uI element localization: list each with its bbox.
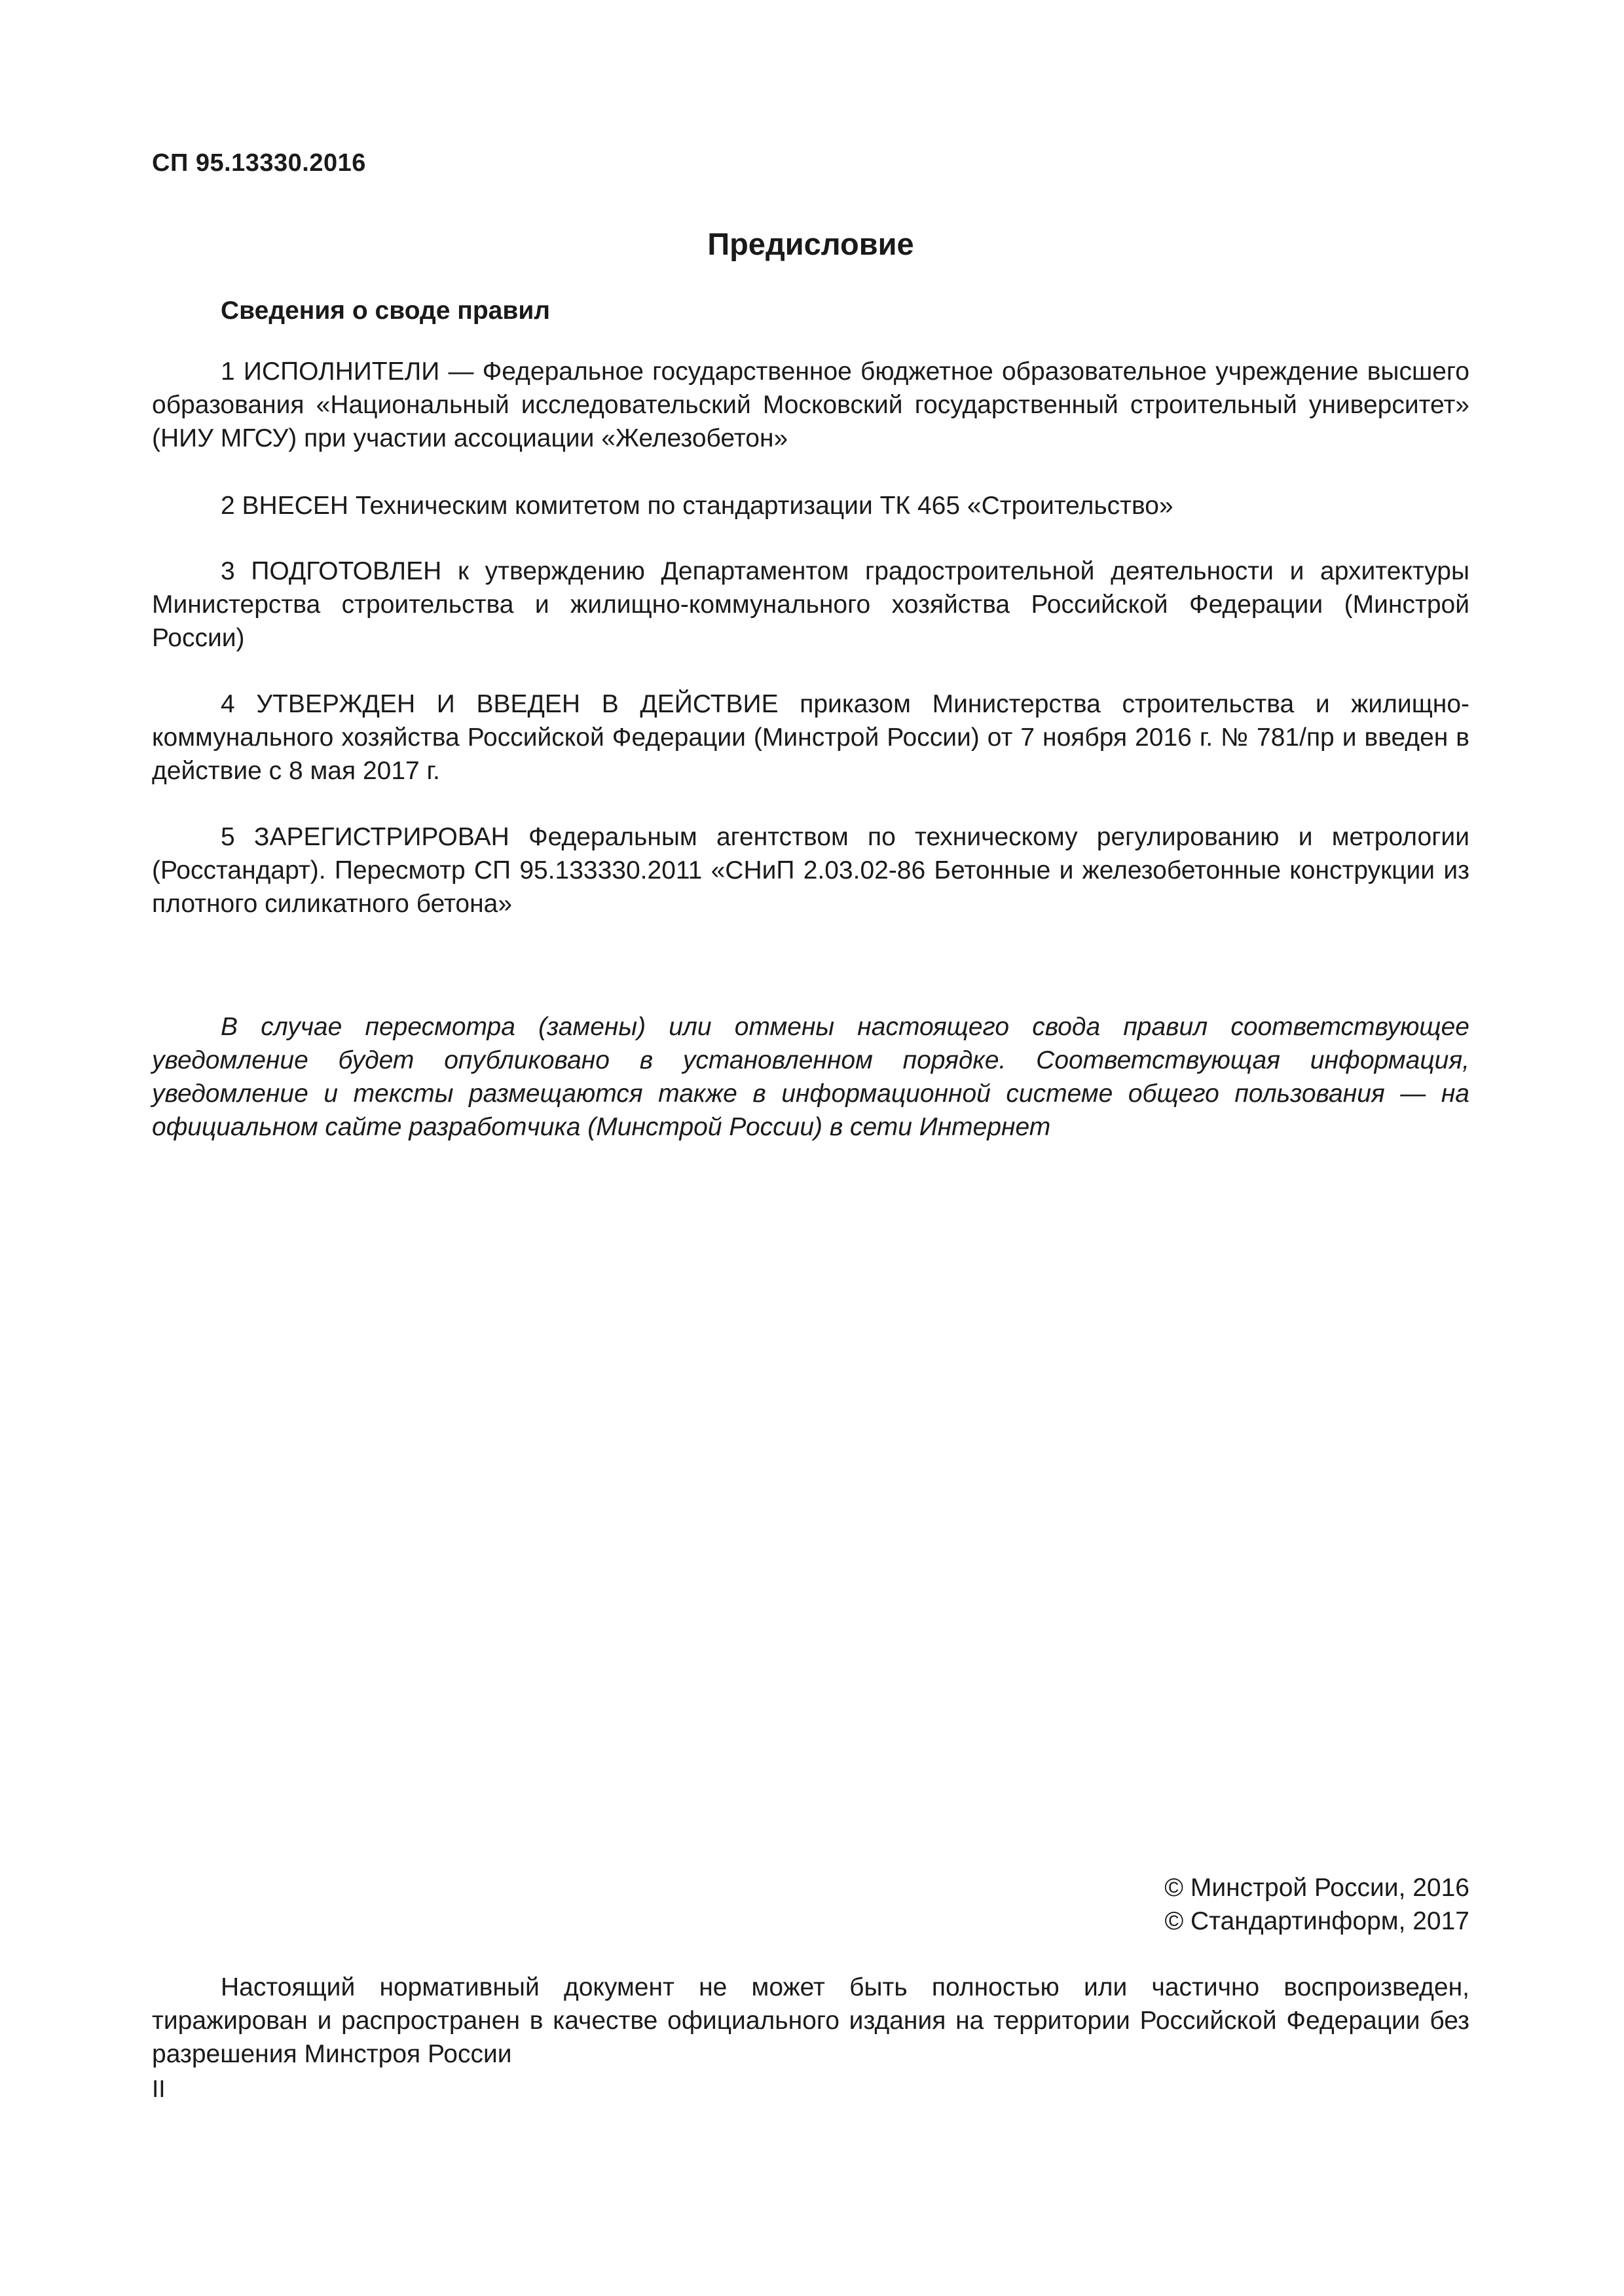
reproduction-disclaimer-text: Настоящий нормативный документ не может быть полностью или частично воспроизведен, тиражирован и распространен в качестве официального издания на территории Российской Федерации без разрешения Минстроя России (152, 1973, 1469, 2068)
copyright-line-2: © Стандартинформ, 2017 (1164, 1907, 1469, 1935)
paragraph-2-block (152, 489, 1469, 522)
revision-notice (152, 1010, 1469, 1144)
paragraph-1-block (152, 355, 1469, 455)
paragraph-introduced: 2 ВНЕСЕН Техническим комитетом по стандартизации ТК 465 «Строительство» (221, 492, 1173, 520)
paragraph-3-block (152, 555, 1469, 655)
page-number: II (152, 2075, 166, 2102)
section-subtitle: Сведения о своде правил (221, 297, 551, 325)
copyright-line-1: © Минстрой России, 2016 (1164, 1874, 1469, 1902)
revision-notice-text: В случае пересмотра (замены) или отмены настоящего свода правил соответствующее уведомление будет опубликовано в установленном порядке. Соответствующая информация, уведомление и тексты размещаются также в информационной системе общего пользования — на официальном сайте разработчика (Минстрой России) в сети Интернет (152, 1013, 1469, 1141)
paragraph-5-block (152, 820, 1469, 920)
page-title: Предисловие (707, 227, 914, 261)
paragraph-registered: 5 ЗАРЕГИСТРИРОВАН Федеральным агентством по техническому регулированию и метрологии (Росстандарт). Пересмотр СП 95.133330.2011 «СНиП 2.03.02-86 Бетонные и железобетонные конструкции из плотного силикатного бетона» (152, 823, 1469, 918)
paragraph-prepared: 3 ПОДГОТОВЛЕН к утверждению Департаментом градостроительной деятельности и архитектуры Министерства строительства и жилищно-коммунального хозяйства Российской Федерации (Минстрой России) (152, 557, 1469, 652)
copyright-block (1164, 1871, 1469, 1938)
paragraph-approved: 4 УТВЕРЖДЕН И ВВЕДЕН В ДЕЙСТВИЕ приказом Министерства строительства и жилищно-коммунального хозяйства Российской Федерации (Минстрой России) от 7 ноября 2016 г. № 781/пр и введен в действие с 8 мая 2017 г. (152, 690, 1469, 785)
document-code: СП 95.13330.2016 (152, 149, 366, 177)
reproduction-disclaimer (152, 1971, 1469, 2071)
paragraph-4-block (152, 687, 1469, 788)
paragraph-executors: 1 ИСПОЛНИТЕЛИ — Федеральное государственное бюджетное образовательное учреждение высшего образования «Национальный исследовательский Московский государственный строительный университет» (НИУ МГСУ) при участии ассоциации «Железобетон» (152, 357, 1469, 452)
